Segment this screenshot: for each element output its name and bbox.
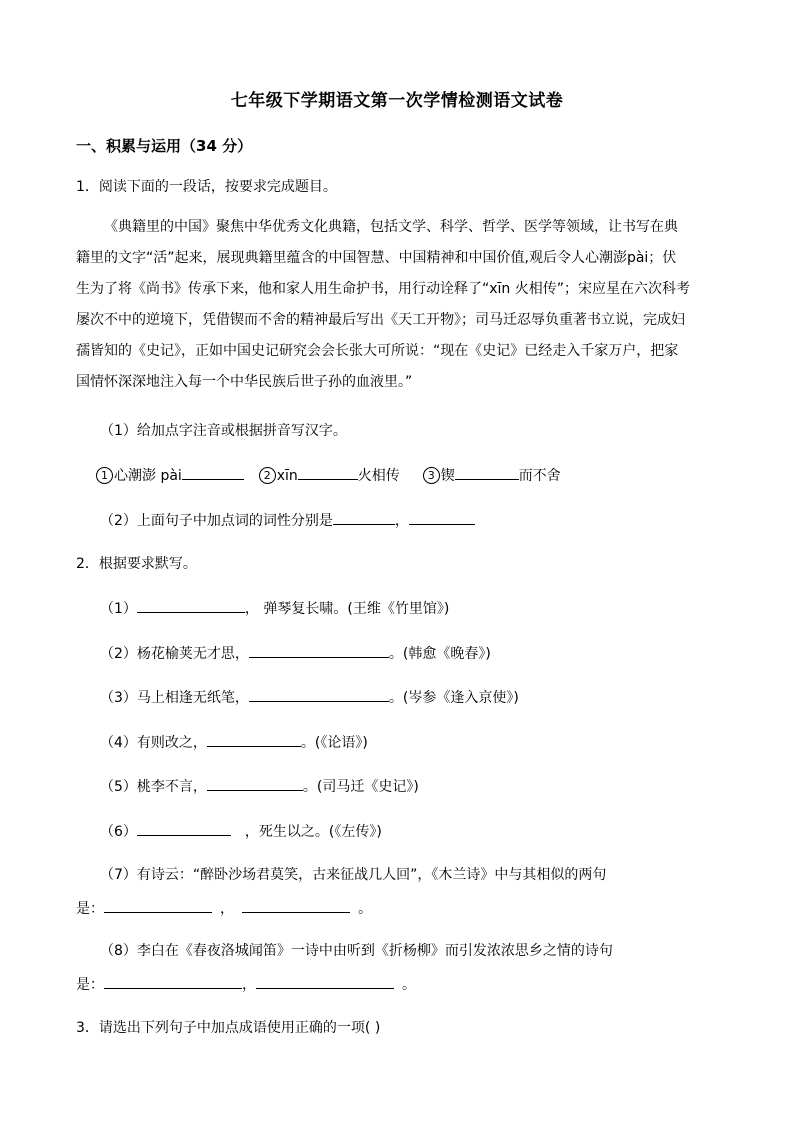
question-3-stem: 3．请选出下列句子中加点成语使用正确的一项( ) bbox=[76, 1020, 381, 1036]
answer-blank[interactable] bbox=[409, 509, 475, 525]
question-1-stem: 1．阅读下面的一段话，按要求完成题目。 bbox=[76, 179, 337, 195]
passage-line: 籍里的文字“活”起来，展现典籍里蕴含的中国智慧、中国精神和中国价值,观后令人心潮澎pài；伏 bbox=[76, 250, 677, 266]
dictation-item-7: （7）有诗云：“醉卧沙场君莫笑，古来征战几人回”，《木兰诗》中与其相似的两句 bbox=[100, 867, 607, 883]
passage-line: 生为了将《尚书》传承下来，他和家人用生命护书，用行动诠释了“xīn 火相传”；宋应星在六次科考 bbox=[76, 281, 691, 297]
question-2-stem: 2．根据要求默写。 bbox=[76, 556, 197, 572]
answer-blank[interactable] bbox=[298, 464, 358, 480]
answer-blank[interactable] bbox=[137, 597, 245, 613]
dictation-item-8-answer: 是： ， 。 bbox=[76, 973, 416, 994]
passage-line: 国情怀深深地注入每一个中华民族后世子孙的血液里。” bbox=[76, 374, 413, 390]
question-1-items bbox=[96, 464, 561, 485]
answer-blank[interactable] bbox=[333, 509, 395, 525]
answer-blank[interactable] bbox=[207, 775, 303, 791]
dictation-item-8: （8）李白在《春夜洛城闻笛》一诗中由听到《折杨柳》而引发浓浓思乡之情的诗句 bbox=[100, 943, 613, 959]
passage-line: 孺皆知的《史记》，正如中国史记研究会会长张大可所说：“现在《史记》已经走入千家万户，把家 bbox=[76, 343, 679, 359]
answer-blank[interactable] bbox=[104, 897, 212, 913]
answer-blank[interactable] bbox=[256, 973, 394, 989]
dictation-item-1: （1） ， 弹琴复长啸。(王维《竹里馆》) bbox=[100, 597, 449, 618]
question-1-sub2: （2）上面句子中加点词的词性分别是 ， bbox=[100, 509, 475, 530]
item-1: 1 心潮澎 pài bbox=[96, 468, 248, 484]
item-3: 3 锲 而不舍 bbox=[423, 468, 561, 484]
passage-line: 屡次不中的逆境下，凭借锲而不舍的精神最后写出《天工开物》；司马迁忍辱负重著书立说，完成妇 bbox=[76, 312, 685, 328]
answer-blank[interactable] bbox=[249, 686, 389, 702]
passage-line: 《典籍里的中国》聚焦中华优秀文化典籍，包括文学、科学、哲学、医学等领域，让书写在典 bbox=[104, 219, 678, 235]
circled-number: 3 bbox=[423, 467, 440, 484]
answer-blank[interactable] bbox=[249, 642, 389, 658]
circled-number: 2 bbox=[259, 467, 276, 484]
answer-blank[interactable] bbox=[182, 464, 244, 480]
answer-blank[interactable] bbox=[207, 731, 301, 747]
section-heading: 一、积累与运用（34 分） bbox=[76, 137, 253, 155]
dictation-item-3: （3）马上相逢无纸笔， 。(岑参《逢入京使》) bbox=[100, 686, 519, 707]
answer-blank[interactable] bbox=[137, 820, 231, 836]
exam-title: 七年级下学期语文第一次学情检测语文试卷 bbox=[230, 91, 564, 111]
answer-blank[interactable] bbox=[455, 464, 519, 480]
question-1-passage bbox=[76, 212, 718, 398]
answer-blank[interactable] bbox=[242, 897, 350, 913]
dictation-item-5: （5）桃李不言， 。(司马迁《史记》) bbox=[100, 775, 419, 796]
dictation-item-4: （4）有则改之， 。(《论语》) bbox=[100, 731, 368, 752]
dictation-item-6: （6） ，死生以之。(《左传》) bbox=[100, 820, 382, 841]
dictation-item-2: （2）杨花榆荚无才思， 。(韩愈《晚春》) bbox=[100, 642, 491, 663]
question-1-sub1: （1）给加点字注音或根据拼音写汉字。 bbox=[100, 423, 347, 439]
dictation-item-7-answer: 是： ， 。 bbox=[76, 897, 372, 918]
answer-blank[interactable] bbox=[104, 973, 242, 989]
item-2: 2 xīn 火相传 bbox=[259, 468, 405, 484]
circled-number: 1 bbox=[96, 467, 113, 484]
